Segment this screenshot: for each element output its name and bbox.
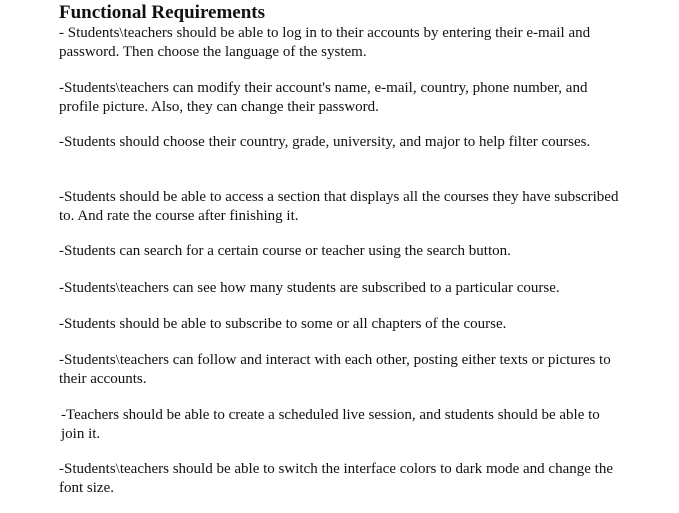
requirement-subscriber-count: -Students\teachers can see how many students are subscribed to a particular course.	[59, 280, 560, 296]
requirement-dark-mode: -Students\teachers should be able to switch the interface colors to dark mode and change the font size.	[59, 461, 613, 496]
requirement-follow-interact: -Students\teachers can follow and interact with each other, posting either texts or pictures to their accounts.	[59, 352, 611, 387]
requirement-search: -Students can search for a certain course or teacher using the search button.	[59, 243, 511, 259]
requirement-live-session: -Teachers should be able to create a scheduled live session, and students should be able to join it.	[61, 407, 600, 442]
requirement-choose-filters: -Students should choose their country, grade, university, and major to help filter courses.	[59, 134, 591, 150]
requirement-subscribe-chapters: -Students should be able to subscribe to some or all chapters of the course.	[59, 316, 507, 332]
requirement-login: - Students\teachers should be able to log in to their accounts by entering their e-mail and password. Then choose the language of the system.	[59, 25, 591, 60]
requirement-modify-account: -Students\teachers can modify their account's name, e-mail, country, phone number, and profile picture. Also, they can change their password.	[59, 80, 588, 115]
page-title: Functional Requirements	[59, 2, 266, 23]
requirement-subscribed-courses: -Students should be able to access a section that displays all the courses they have subscribed to. And rate the course after finishing it.	[59, 189, 619, 224]
